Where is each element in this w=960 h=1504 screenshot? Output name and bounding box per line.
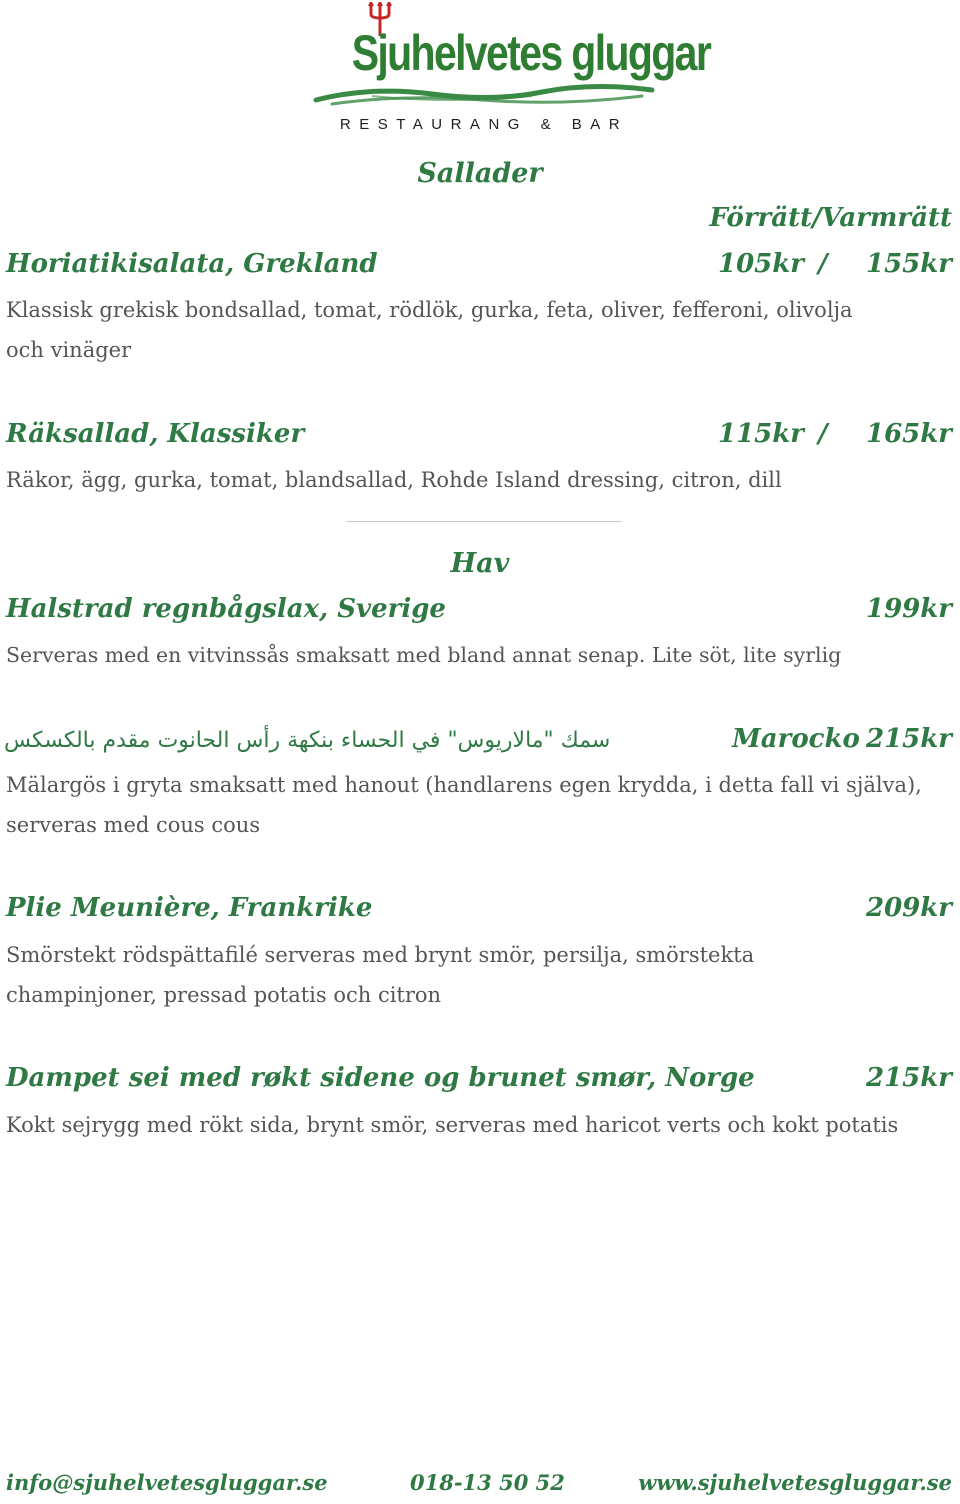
menu-item-price-starter: 105kr [718, 249, 804, 279]
menu-item-description: Kokt sejrygg med rökt sida, brynt smör, serveras med haricot verts och kokt potatis [6, 1113, 899, 1137]
footer-email-link[interactable]: info@sjuhelvetesgluggar.se [6, 1470, 328, 1495]
price-separator: / [818, 419, 828, 449]
logo-title: Sjuhelvetes gluggar [351, 25, 711, 81]
logo-subtitle: RESTAURANG & BAR [339, 116, 629, 133]
column-header-forratt-varmratt: Förrätt/Varmrätt [709, 203, 952, 233]
section-divider [346, 521, 622, 522]
menu-item-price: 215kr [866, 1063, 952, 1093]
menu-item-description: Serveras med en vitvinssås smaksatt med bland annat senap. Lite söt, lite syrlig [6, 643, 842, 667]
menu-item-description: Klassisk grekisk bondsallad, tomat, rödlök, gurka, feta, oliver, fefferoni, olivolja och vinäger [6, 298, 853, 362]
footer-website-link[interactable]: www.sjuhelvetesgluggar.se [638, 1470, 952, 1495]
menu-item-description: Räkor, ägg, gurka, tomat, blandsallad, Rohde Island dressing, citron, dill [6, 468, 782, 492]
menu-item-name: Horiatikisalata, Grekland [6, 249, 378, 279]
footer-phone[interactable]: 018-13 50 52 [410, 1470, 565, 1495]
menu-item-description: Smörstekt rödspättafilé serveras med brynt smör, persilja, smörstekta champinjoner, pressad potatis och citron [6, 943, 755, 1007]
menu-item-name: Halstrad regnbågslax, Sverige [6, 594, 446, 624]
section-heading-sallader: Sallader [417, 158, 543, 189]
menu-item-price: 209kr [866, 893, 952, 923]
menu-item-name-arabic: سمك "مالاريوس" في الحساء بنكهة رأس الحانوت مقدم بالكسكس [4, 728, 611, 753]
menu-item-price-starter: 115kr [718, 419, 804, 449]
price-separator: / [818, 249, 828, 279]
menu-item-price-main: 165kr [866, 419, 952, 449]
section-heading-hav: Hav [450, 548, 510, 579]
menu-item-name: Dampet sei med røkt sidene og brunet smør, Norge [6, 1063, 755, 1093]
menu-item-name: Räksallad, Klassiker [6, 419, 305, 449]
menu-item-price: 215kr [866, 724, 952, 754]
menu-item-price: 199kr [866, 594, 952, 624]
menu-item-name: Plie Meunière, Frankrike [6, 893, 373, 923]
menu-item-name: Marocko [732, 724, 860, 754]
menu-item-description: Mälargös i gryta smaksatt med hanout (handlarens egen krydda, i detta fall vi själva), serveras med cous cous [6, 773, 922, 837]
restaurant-logo [312, 0, 711, 140]
menu-item-price-main: 155kr [866, 249, 952, 279]
brush-stroke [312, 80, 656, 110]
